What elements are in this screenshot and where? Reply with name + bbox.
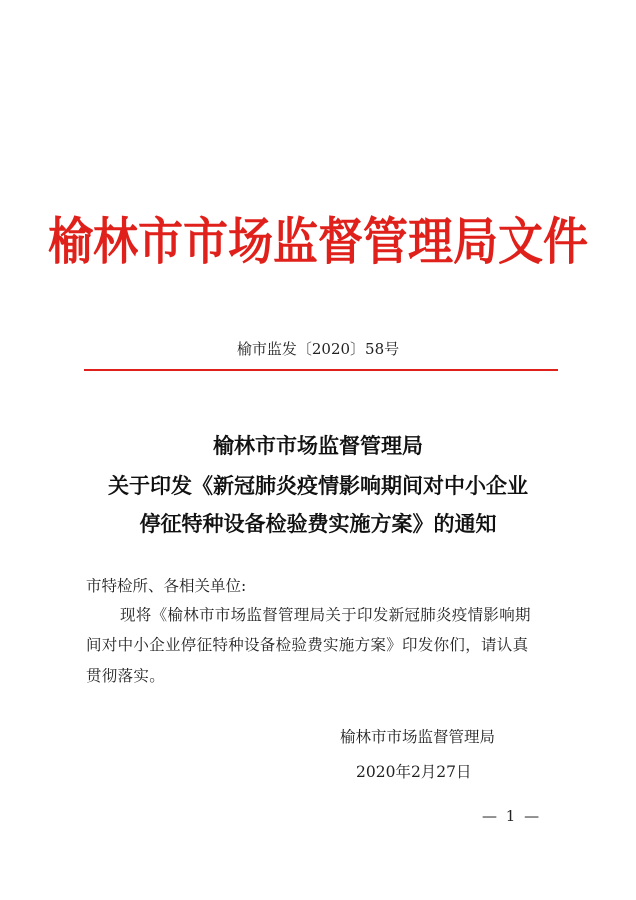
notice-title-line-2: 关于印发《新冠肺炎疫情影响期间对中小企业 — [108, 473, 528, 498]
red-divider-line — [84, 369, 558, 371]
body-paragraph-line-3: 贯彻落实。 — [86, 667, 166, 685]
document-number: 榆市监发〔2020〕58号 — [236, 340, 400, 358]
body-paragraph-line-2: 间对中小企业停征特种设备检验费实施方案》印发你们，请认真 — [86, 636, 529, 654]
body-paragraph-line-1: 现将《榆林市市场监督管理局关于印发新冠肺炎疫情影响期 — [120, 606, 531, 624]
masthead-title: 榆林市市场监督管理局文件 — [47, 211, 588, 272]
notice-title-line-3: 停征特种设备检验费实施方案》的通知 — [139, 511, 497, 536]
signature-date: 2020年2月27日 — [356, 763, 472, 781]
signature-issuer: 榆林市市场监督管理局 — [340, 728, 496, 746]
page-number: — 1 — — [482, 807, 542, 825]
addressee: 市特检所、各相关单位: — [86, 577, 247, 595]
notice-title-line-1: 榆林市市场监督管理局 — [213, 433, 423, 458]
